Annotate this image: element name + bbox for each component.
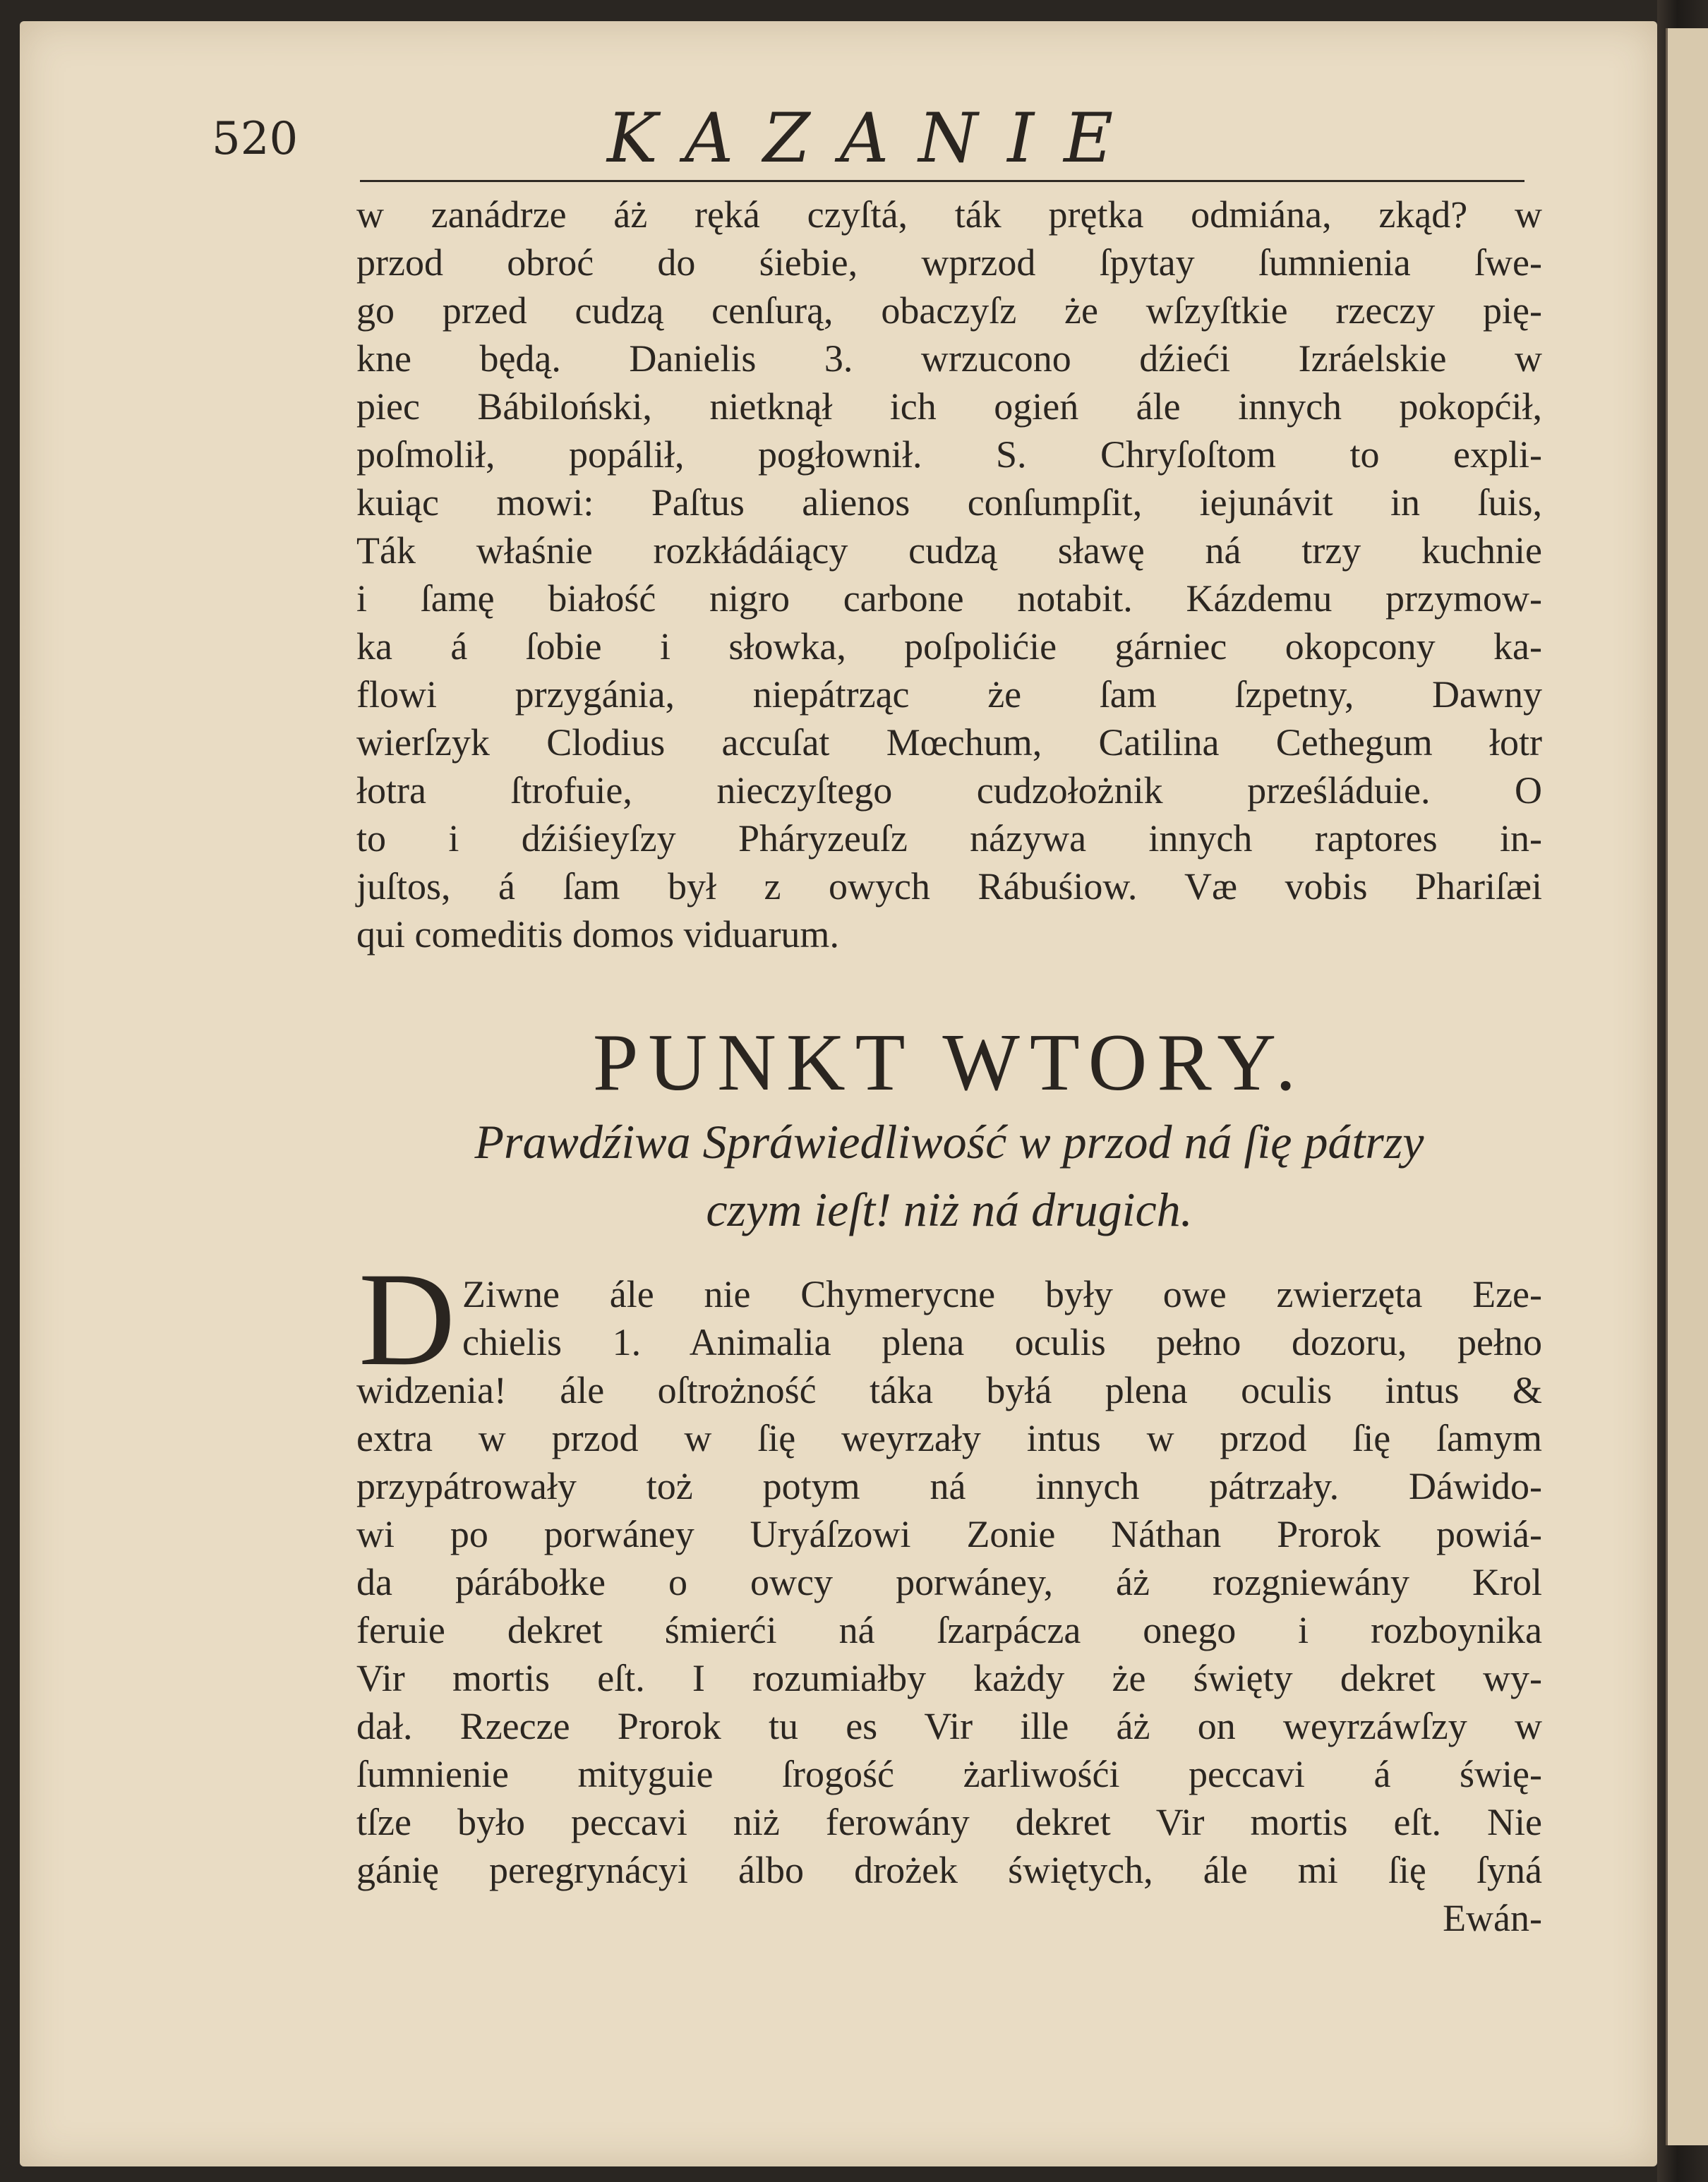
text-line: dał. Rzecze Prorok tu es Vir ille áż on weyrzáwſzy w [356, 1705, 1542, 1747]
facing-page-edge [1666, 28, 1708, 2145]
text-line: i ſamę białość nigro carbone notabit. Kázdemu przymow- [356, 577, 1542, 620]
text-line: qui comeditis domos viduarum. [356, 913, 839, 956]
text-line: widzenia! ále oſtrożność táka byłá plena oculis intus & [356, 1369, 1542, 1411]
text-line: kuiąc mowi: Paſtus alienos conſumpſit, iejunávit in ſuis, [356, 481, 1542, 524]
text-line: extra w przod w ſię weyrzały intus w przod ſię ſamym [356, 1417, 1542, 1459]
running-title: KAZANIE [607, 99, 1143, 178]
paragraph-1 [356, 191, 1542, 958]
header-rule [360, 180, 1524, 182]
text-line: to i dźiśieyſzy Pháryzeuſz názywa innych raptores in- [356, 817, 1542, 860]
text-line: go przed cudzą cenſurą, obaczyſz że wſzyſtkie rzeczy pię- [356, 289, 1542, 332]
text-line: flowi przygánia, niepátrząc że ſam ſzpetny, Dawny [356, 673, 1542, 716]
text-line: feruie dekret śmierći ná ſzarpácza onego i rozboynika [356, 1609, 1542, 1651]
text-line: ſumnienie mityguie ſrogość żarliwośći peccavi á świę- [356, 1753, 1542, 1795]
text-line: Ták właśnie rozkłádáiący cudzą sławę ná trzy kuchnie [356, 529, 1542, 572]
text-line: kne będą. Danielis 3. wrzucono dźieći Izráelskie w [356, 337, 1542, 380]
text-line: wi po porwáney Uryáſzowi Zonie Náthan Prorok powiá- [356, 1513, 1542, 1555]
section-subheading [356, 1108, 1542, 1243]
page-header [212, 99, 1524, 183]
drop-cap: D [359, 1246, 456, 1394]
text-line: gánię peregrynácyi álbo drożek świętych, ále mi ſię ſyná [356, 1849, 1542, 1891]
text-line: da párábołke o owcy porwáney, áż rozgniewány Krol [356, 1561, 1542, 1603]
text-line: ka á ſobie i słowka, poſpolićie gárniec okopcony ka- [356, 625, 1542, 668]
subheading-line: Prawdźiwa Spráwiedliwość w przod ná ſię pátrzy [474, 1115, 1424, 1169]
text-line: poſmolił, popálił, pogłownił. S. Chryſoſtom to expli- [356, 433, 1542, 476]
text-line: wierſzyk Clodius accuſat Mœchum, Catilina Cethegum łotr [356, 721, 1542, 764]
text-line: Vir mortis eſt. I rozumiałby każdy że święty dekret wy- [356, 1657, 1542, 1699]
text-line: chielis 1. Animalia plena oculis pełno dozoru, pełno [462, 1321, 1542, 1363]
text-line: tſze było peccavi niż ferowány dekret Vir mortis eſt. Nie [356, 1801, 1542, 1843]
page-number: 520 [212, 113, 299, 165]
text-line: juſtos, á ſam był z owych Rábuśiow. Væ vobis Phariſæi [356, 865, 1542, 908]
text-line: Ziwne ále nie Chymerycne były owe zwierzęta Eze- [462, 1273, 1542, 1315]
text-line: łotra ſtrofuie, nieczyſtego cudzołożnik prześláduie. O [356, 769, 1542, 812]
text-line: piec Bábiloński, nietknął ich ogień ále innych pokopćił, [356, 385, 1542, 428]
text-line: przod obroć do śiebie, wprzod ſpytay ſumnienia ſwe- [356, 241, 1542, 284]
text-line: przypátrowały toż potym ná innych pátrzały. Dáwido- [356, 1465, 1542, 1507]
subheading-line: czym ieſt! niż ná drugich. [706, 1183, 1193, 1236]
section-heading: PUNKT WTORY. [592, 1018, 1306, 1108]
catchword: Ewán- [1443, 1897, 1542, 1939]
paragraph-2 [356, 1270, 1542, 1942]
text-line: w zanádrze áż ręká czyſtá, ták prętka odmiána, zkąd? w [356, 193, 1542, 236]
